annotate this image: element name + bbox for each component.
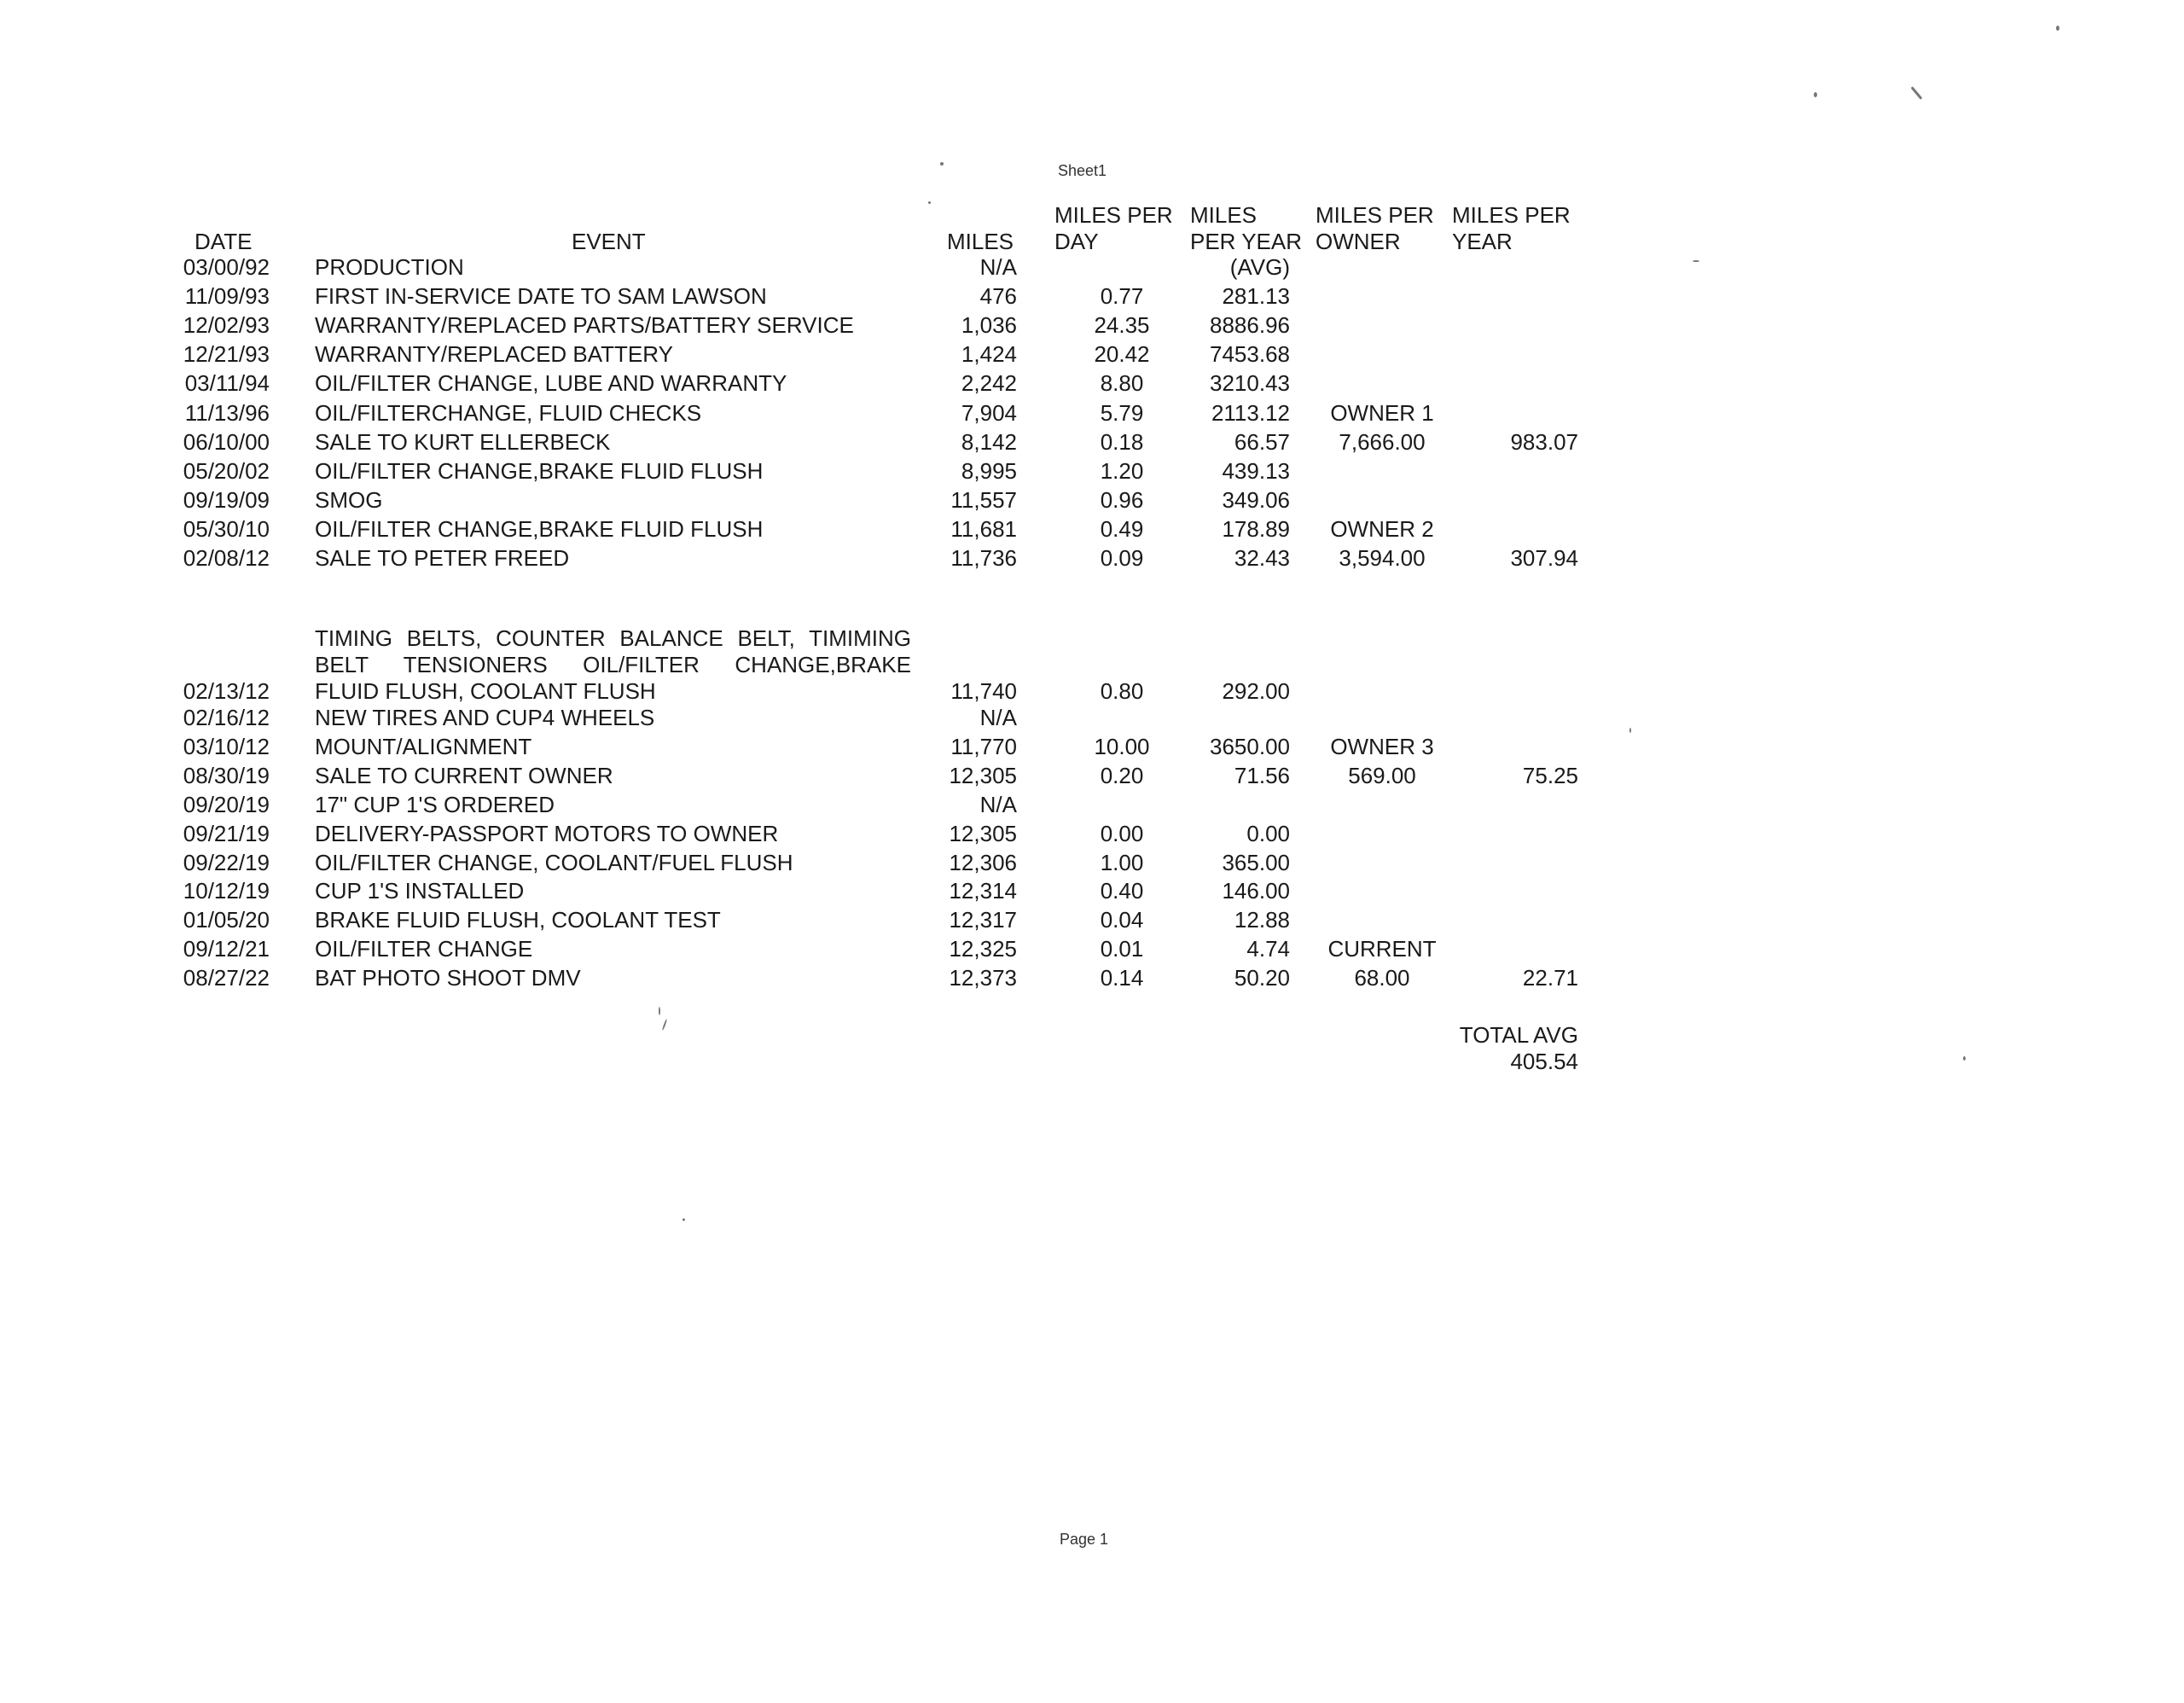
cell-miles: 7,904: [961, 400, 1017, 426]
cell-miles-per-day: 0.77: [1100, 283, 1144, 309]
cell-date: 11/09/93: [184, 283, 270, 309]
cell-date: 05/20/02: [183, 458, 270, 484]
cell-miles: 8,995: [961, 458, 1017, 484]
page-label: Page 1: [1060, 1531, 1109, 1548]
cell-miles-per-owner: 569.00: [1348, 763, 1416, 788]
cell-miles-per-year-owner: 22.71: [1522, 965, 1578, 991]
cell-event: WARRANTY/REPLACED PARTS/BATTERY SERVICE: [315, 312, 854, 338]
cell-miles: N/A: [979, 705, 1017, 730]
cell-miles-per-day: 1.00: [1100, 850, 1144, 875]
total-label: TOTAL AVG: [1459, 1022, 1578, 1048]
scan-speck: [940, 162, 944, 166]
sheet-label: Sheet1: [1058, 162, 1107, 179]
cell-date: 01/05/20: [183, 907, 270, 933]
cell-miles: 12,314: [949, 878, 1017, 904]
scan-speck: [682, 1218, 685, 1221]
cell-date: 03/10/12: [183, 734, 270, 759]
cell-date: 12/21/93: [183, 341, 270, 367]
cell-miles-per-year: 66.57: [1234, 429, 1290, 455]
cell-miles-per-day: 0.00: [1100, 821, 1144, 846]
cell-miles: 11,736: [950, 545, 1017, 571]
cell-miles: 8,142: [961, 429, 1017, 455]
cell-miles: 12,325: [949, 936, 1017, 962]
cell-event: FIRST IN-SERVICE DATE TO SAM LAWSON: [315, 283, 767, 309]
cell-event: DELIVERY-PASSPORT MOTORS TO OWNER: [315, 821, 779, 846]
cell-event: BRAKE FLUID FLUSH, COOLANT TEST: [315, 907, 721, 933]
timing-date: 02/13/12: [183, 678, 270, 704]
cell-miles-per-year: 365.00: [1222, 850, 1290, 875]
cell-event: SALE TO KURT ELLERBECK: [315, 429, 611, 455]
cell-miles-per-year-owner: 307.94: [1510, 545, 1578, 571]
header-miles-per-year-1: MILES: [1190, 202, 1258, 228]
cell-event: OIL/FILTER CHANGE,BRAKE FLUID FLUSH: [315, 458, 764, 484]
cell-miles-per-owner: 68.00: [1354, 965, 1410, 991]
header-miles-per-owner-1: MILES PER: [1316, 202, 1434, 228]
cell-event: CUP 1'S INSTALLED: [315, 878, 525, 904]
cell-miles: 12,305: [949, 763, 1017, 788]
cell-date: 03/11/94: [184, 370, 270, 396]
header-miles-per-year-owner-1: MILES PER: [1452, 202, 1571, 228]
timing-miles: 11,740: [950, 678, 1017, 704]
cell-miles: N/A: [979, 254, 1017, 280]
cell-event: OIL/FILTER CHANGE: [315, 936, 533, 962]
cell-miles: N/A: [979, 792, 1017, 817]
cell-miles-per-owner: 3,594.00: [1339, 545, 1426, 571]
cell-miles-per-day: 0.96: [1100, 487, 1144, 513]
cell-miles-per-year: 71.56: [1234, 763, 1290, 788]
cell-miles-per-year: 281.13: [1222, 283, 1290, 309]
cell-miles: 12,306: [949, 850, 1017, 875]
cell-date: 09/19/09: [183, 487, 270, 513]
cell-miles: 1,424: [961, 341, 1017, 367]
cell-event: PRODUCTION: [315, 254, 464, 280]
cell-event: SALE TO PETER FREED: [315, 545, 570, 571]
cell-miles: 12,317: [949, 907, 1017, 933]
cell-date: 11/13/96: [184, 400, 270, 426]
timing-event-line-1: TIMING BELTS, COUNTER BALANCE BELT, TIMIMING: [315, 625, 911, 651]
cell-miles-per-day: 0.01: [1100, 936, 1144, 962]
cell-event: SMOG: [315, 487, 383, 513]
cell-event: BAT PHOTO SHOOT DMV: [315, 965, 581, 991]
cell-miles: 11,557: [950, 487, 1017, 513]
cell-event: MOUNT/ALIGNMENT: [315, 734, 532, 759]
cell-event: OIL/FILTER CHANGE,BRAKE FLUID FLUSH: [315, 516, 764, 542]
cell-miles-per-owner: OWNER 1: [1330, 400, 1434, 426]
cell-miles-per-year: 12.88: [1234, 907, 1290, 933]
timing-event-line-2: BELT TENSIONERS OIL/FILTER CHANGE,BRAKE: [315, 652, 911, 677]
header-miles: MILES: [947, 229, 1014, 254]
scan-speck: [1814, 92, 1817, 97]
cell-miles: 2,242: [961, 370, 1017, 396]
cell-miles-per-year-owner: 983.07: [1510, 429, 1578, 455]
cell-miles-per-year: 178.89: [1222, 516, 1290, 542]
header-event: EVENT: [572, 229, 646, 254]
timing-event-line-3: FLUID FLUSH, COOLANT FLUSH: [315, 678, 656, 704]
cell-miles-per-day: 0.14: [1100, 965, 1144, 991]
cell-miles-per-year: 146.00: [1222, 878, 1290, 904]
cell-miles-per-day: 0.20: [1100, 763, 1144, 788]
cell-miles-per-day: 5.79: [1100, 400, 1144, 426]
cell-miles-per-year: 50.20: [1234, 965, 1290, 991]
cell-miles-per-day: 0.40: [1100, 878, 1144, 904]
timing-per-day: 0.80: [1100, 678, 1144, 704]
cell-event: SALE TO CURRENT OWNER: [315, 763, 613, 788]
scan-speck: [2056, 26, 2059, 31]
header-date: DATE: [195, 229, 253, 254]
cell-miles-per-year: 32.43: [1234, 545, 1290, 571]
header-miles-per-day-2: DAY: [1054, 229, 1099, 254]
cell-miles-per-day: 0.18: [1100, 429, 1144, 455]
cell-miles: 11,770: [950, 734, 1017, 759]
cell-date: 09/22/19: [183, 850, 270, 875]
cell-event: 17" CUP 1'S ORDERED: [315, 792, 555, 817]
cell-miles-per-day: 10.00: [1094, 734, 1150, 759]
cell-date: 09/21/19: [183, 821, 270, 846]
cell-date: 08/27/22: [183, 965, 270, 991]
cell-date: 10/12/19: [183, 878, 270, 904]
cell-miles-per-owner: CURRENT: [1327, 936, 1437, 962]
cell-miles: 476: [979, 283, 1017, 309]
scan-speck: [1963, 1056, 1966, 1061]
cell-miles-per-year-owner: 75.25: [1522, 763, 1578, 788]
cell-miles-per-year: 8886.96: [1210, 312, 1290, 338]
cell-miles: 12,305: [949, 821, 1017, 846]
cell-miles-per-year: 2113.12: [1211, 400, 1290, 426]
cell-date: 03/00/92: [183, 254, 270, 280]
cell-date: 08/30/19: [183, 763, 270, 788]
cell-event: WARRANTY/REPLACED BATTERY: [315, 341, 673, 367]
cell-miles-per-year: 4.74: [1246, 936, 1290, 962]
cell-miles-per-owner: OWNER 2: [1330, 516, 1434, 542]
cell-miles-per-year: 3650.00: [1210, 734, 1290, 759]
cell-date: 02/16/12: [183, 705, 270, 730]
scan-speck: [662, 1019, 668, 1031]
cell-miles-per-year: 7453.68: [1210, 341, 1290, 367]
scan-speck: [928, 201, 931, 204]
cell-date: 09/20/19: [183, 792, 270, 817]
timing-per-year: 292.00: [1222, 678, 1290, 704]
cell-event: OIL/FILTERCHANGE, FLUID CHECKS: [315, 400, 702, 426]
cell-miles-per-year: 0.00: [1246, 821, 1290, 846]
header-miles-per-owner-2: OWNER: [1316, 229, 1401, 254]
cell-event: OIL/FILTER CHANGE, LUBE AND WARRANTY: [315, 370, 787, 396]
header-miles-per-year-2: PER YEAR: [1190, 229, 1303, 254]
cell-miles-per-year: 349.06: [1222, 487, 1290, 513]
cell-event: OIL/FILTER CHANGE, COOLANT/FUEL FLUSH: [315, 850, 793, 875]
header-miles-per-day-1: MILES PER: [1054, 202, 1173, 228]
header-miles-per-year-owner-2: YEAR: [1452, 229, 1513, 254]
cell-date: 06/10/00: [183, 429, 270, 455]
scan-speck: [1629, 728, 1631, 733]
cell-date: 05/30/10: [183, 516, 270, 542]
cell-miles-per-day: 0.09: [1100, 545, 1144, 571]
cell-miles-per-day: 1.20: [1100, 458, 1144, 484]
scan-mark: [1911, 86, 1923, 100]
cell-date: 02/08/12: [183, 545, 270, 571]
cell-miles: 12,373: [949, 965, 1017, 991]
cell-miles: 11,681: [950, 516, 1017, 542]
cell-event: NEW TIRES AND CUP4 WHEELS: [315, 705, 655, 730]
cell-miles-per-owner: 7,666.00: [1339, 429, 1426, 455]
cell-miles-per-year: (AVG): [1229, 254, 1290, 280]
cell-miles-per-day: 0.04: [1100, 907, 1144, 933]
cell-miles-per-day: 8.80: [1100, 370, 1144, 396]
total-value: 405.54: [1510, 1049, 1578, 1074]
cell-date: 12/02/93: [183, 312, 270, 338]
cell-miles-per-day: 20.42: [1094, 341, 1150, 367]
cell-miles-per-year: 3210.43: [1210, 370, 1290, 396]
scan-speck: [659, 1007, 660, 1015]
cell-miles: 1,036: [961, 312, 1017, 338]
cell-date: 09/12/21: [183, 936, 270, 962]
cell-miles-per-day: 0.49: [1100, 516, 1144, 542]
cell-miles-per-owner: OWNER 3: [1330, 734, 1434, 759]
cell-miles-per-day: 24.35: [1094, 312, 1150, 338]
scan-speck: [1693, 260, 1699, 262]
cell-miles-per-year: 439.13: [1222, 458, 1290, 484]
